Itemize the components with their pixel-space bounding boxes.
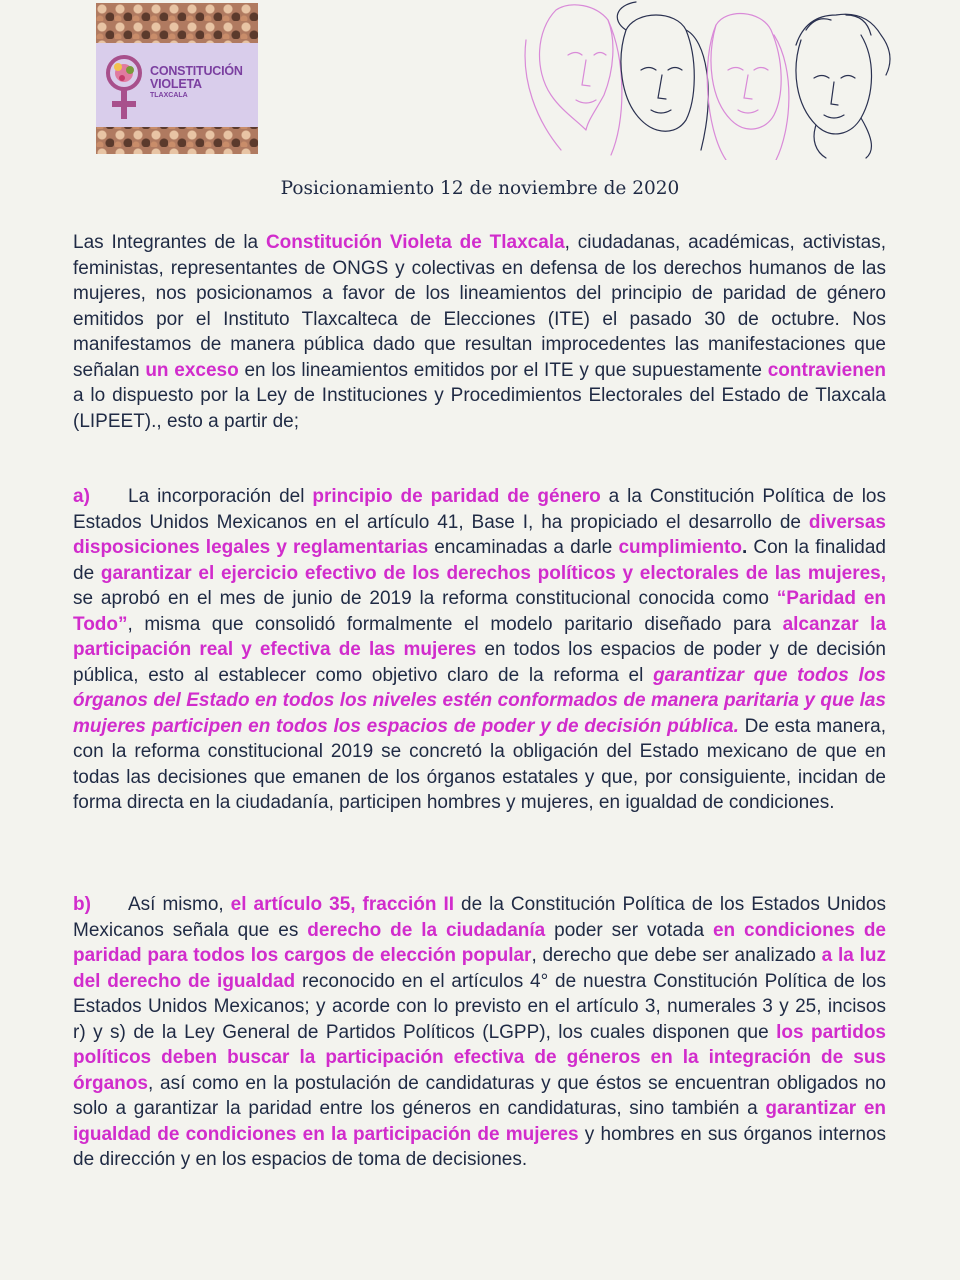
point-b-marker: b) [73,894,91,915]
point-a-paragraph [73,484,886,816]
point-b-text-5: reconocido en el artículos 4° de nuestra Constitución Política de los Estados Unidos Mexicanos; y acorde con lo previsto en el artículo 3, numerales 3 y 25, incisos r) y s) de la Ley General de Partidos Políticos (LGPP), los cuales disponen que [73,970,886,1043]
constitucion-violeta-logo [96,3,258,154]
intro-highlight-1: Constitución Violeta de Tlaxcala [265,232,565,253]
point-a-highlight-6: alcanzar la participación real y efectiva de las mujeres [73,613,887,660]
point-a-marker: a) [73,486,90,507]
intro-text-2: , ciudadanas, académicas, activistas, feministas, representantes de ONGS y colectivas en defensa de los derechos humanos de las mujeres, nos posicionamos a favor de los lineamientos del principio de paridad de género emitidos por el Instituto Tlaxcalteca de Elecciones (ITE) el pasado 30 de octubre. Nos manifestamos de manera pública dado que resultan improcedentes las manifestaciones que señalan [73,232,886,381]
point-a-text-3: encaminadas a darle [428,537,619,558]
point-b-text-7: y hombres en sus órganos internos de dirección y en los espacios de toma de decisiones. [73,1123,886,1170]
point-b-highlight-3: en condiciones de paridad para todos los cargos de elección popular [73,919,886,966]
intro-paragraph [73,230,886,434]
point-a-text-2: a la Constitución Política de los Estados Unidos Mexicanos en el artículo 41, Base I, ha propiciado el desarrollo de [73,486,887,533]
point-a-text-5: se aprobó en el mes de junio de 2019 la reforma constitucional conocida como [73,588,777,609]
point-b-paragraph [73,892,886,1173]
point-b-highlight-1: el artículo 35, fracción II [230,894,455,915]
intro-text-1: Las Integrantes de la [73,232,266,253]
point-b-text-4: , derecho que debe ser analizado [531,945,822,966]
point-a-period: . [741,537,748,558]
logo-text [150,65,243,99]
point-b-highlight-4: a la luz del derecho de igualdad [73,945,886,992]
point-a-highlight-7: garantizar que todos los órganos del Estado en todos los niveles estén conformados de manera paritaria y que las mujeres participen en todos los espacios de poder y de decisión pública. [73,664,886,737]
point-b-text-6: , así como en la postulación de candidaturas y que éstos se encuentran obligados no solo a garantizar la paridad entre los géneros en candidaturas, sino también a [73,1072,886,1119]
point-a-highlight-3: cumplimiento [618,537,742,558]
logo-line-1: CONSTITUCIÓN [150,64,243,78]
intro-highlight-3: contravienen [767,359,886,381]
venus-symbol-icon [102,51,146,125]
logo-panel [96,43,258,127]
point-a-highlight-2: diversas disposiciones legales y reglamentarias [73,511,886,558]
intro-text-3: en los lineamientos emitidos por el ITE y que supuestamente [238,359,768,381]
document-title: Posicionamiento 12 de noviembre de 2020 [280,178,680,199]
point-b-highlight-5: los partidos políticos deben buscar la participación efectiva de géneros en la integración de sus órganos [73,1021,886,1094]
intro-text-4: a lo dispuesto por la Ley de Instituciones y Procedimientos Electorales del Estado de Tlaxcala (LIPEET)., esto a partir de; [73,385,886,432]
point-b-highlight-6: garantizar en igualdad de condiciones en la participación de mujeres [73,1098,886,1145]
logo-line-2: VIOLETA [150,76,202,91]
point-a-text-1: La incorporación del [128,486,313,507]
point-b-highlight-2: derecho de la ciudadanía [307,919,546,941]
intro-highlight-2: un exceso [145,359,239,381]
point-a-text-7: en todos los espacios de poder y de decisión pública, esto al establecer como objetivo claro de la reforma el [73,639,886,686]
point-a-text-8: De esta manera, con la reforma constitucional 2019 se concretó la obligación del Estado mexicano de que en todas las decisiones que emanen de los órganos estatales y que, por consiguiente, incidan de forma directa en la ciudadanía, participen hombres y mujeres, en igualdad de condiciones. [73,715,886,813]
point-a-highlight-4: garantizar el ejercicio efectivo de los derechos políticos y electorales de las mujeres, [100,562,887,584]
point-b-text-2: de la Constitución Política de los Estados Unidos Mexicanos señala que es [73,894,886,941]
logo-line-3: TLAXCALA [150,92,188,99]
point-a-text-6: , misma que consolidó formalmente el modelo paritario diseñado para [127,613,783,635]
point-b-text-1: Así mismo, [128,894,231,915]
line-drawing-women-faces-icon [516,0,896,160]
point-a-highlight-1: principio de paridad de género [312,486,601,507]
point-b-text-3: poder ser votada [545,919,713,941]
point-a-highlight-5: “Paridad en Todo” [73,588,886,635]
point-a-text-4: Con la finalidad de [73,537,887,584]
